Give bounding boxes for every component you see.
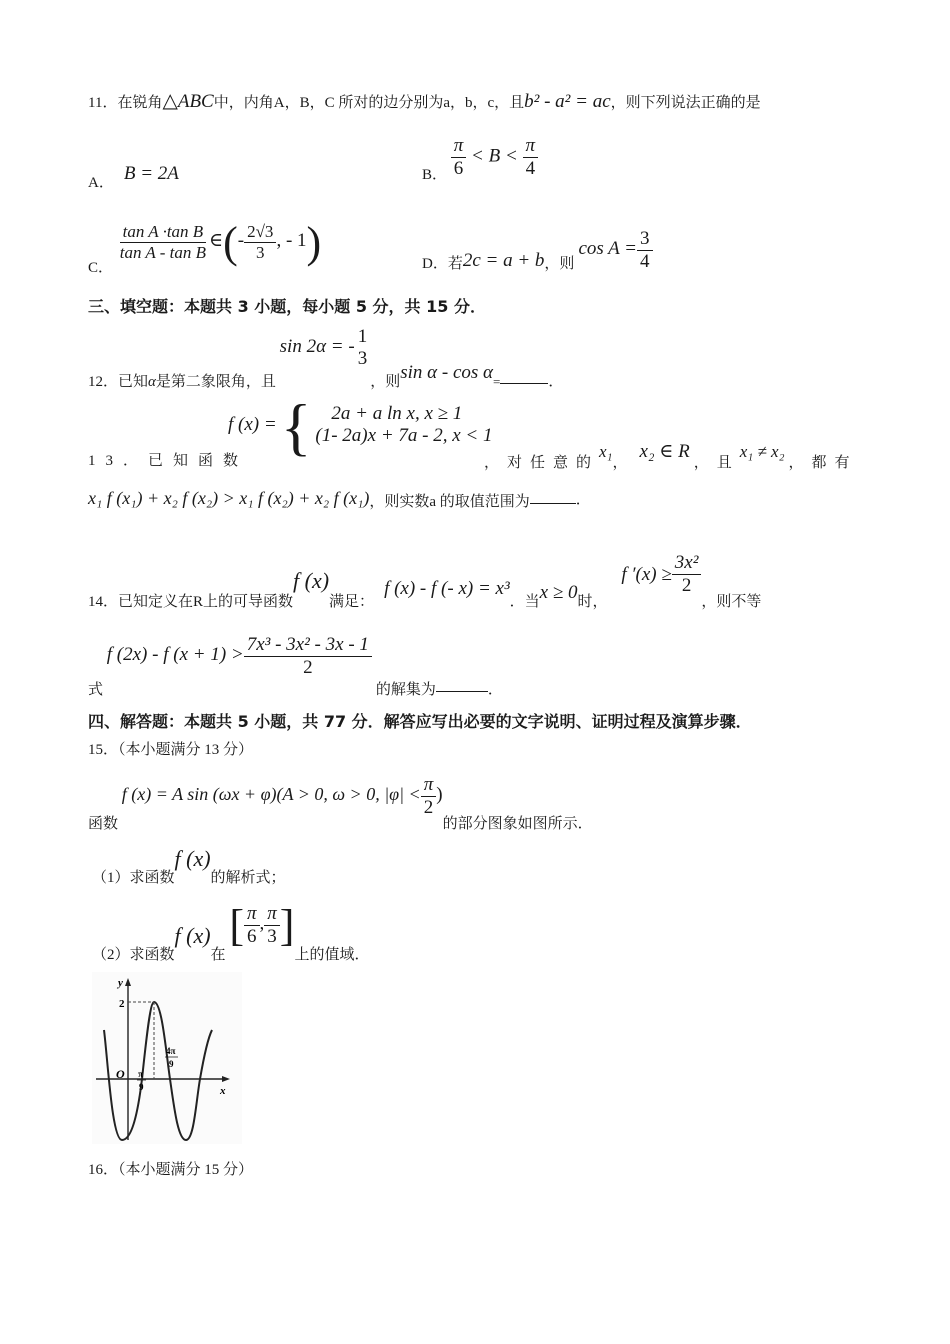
tick2-num: 4π xyxy=(166,1046,176,1056)
q14-answer-blank[interactable] xyxy=(436,690,488,692)
sine-graph xyxy=(92,972,242,1144)
q12: 12．已知α是第二象限角，且 sin 2α = - 1 3 ，则sin α - cos α= ． xyxy=(88,326,564,390)
q16-title: 16．（本小题满分 15 分） xyxy=(88,1162,254,1178)
q12-answer-blank[interactable] xyxy=(500,382,548,384)
y-label: y xyxy=(118,977,123,989)
section-3-heading: 三、填空题：本题共 3 小题，每小题 5 分，共 15 分． xyxy=(88,297,486,316)
q15-graph xyxy=(92,972,242,1144)
q11-option-a: A． B = 2A xyxy=(88,163,179,191)
q14-line1: 14．已知定义在R上的可导函数f (x)满足：f (x) - f (- x) = x³．当x ≥ 0时， f ′(x) ≥ $\frac{\text{3x²}}{2}$ ，则不等 xyxy=(88,552,762,611)
q13-answer-blank[interactable] xyxy=(530,502,576,504)
q11-option-c: C． $\frac{\text{tan A ·tan B}}{\text{tan A - tan B}}$ ∈(- $\frac{2√3}{3}$ , - 1) xyxy=(88,218,322,276)
q15-title: 15．（本小题满分 13 分） xyxy=(88,742,254,758)
q11-option-d: D．若2c = a + b，则cos A = $\frac{3}{4}$ xyxy=(422,228,653,274)
q15-part1: （1）求函数f (x)的解析式； xyxy=(92,846,286,886)
q11-condition: b² - a² = ac xyxy=(524,91,611,112)
q15-part2: （2）求函数f (x)在 [ $\frac{\pi}{6}$ , $\frac{\pi}{3}$ ]上的值域． xyxy=(92,901,370,963)
q13-conditions: ，对任意的x₁，x₂ ∈ R，且x₁ ≠ x₂，都有 xyxy=(484,441,858,471)
q11-option-b: B． $\frac{\pi}{6}$ < B < $\frac{\pi}{4}$ xyxy=(422,135,538,181)
q12-condition: sin 2α = - xyxy=(279,335,355,357)
q13-inequality: x₁ f (x₁) + x₂ f (x₂) > x₁ f (x₂) + x₂ f (x₁)，则实数a 的取值范围为 ． xyxy=(88,488,591,510)
section-4-heading: 四、解答题：本题共 5 小题，共 77 分．解答应写出必要的文字说明、证明过程及演算步骤． xyxy=(88,712,752,731)
peak-label: 2 xyxy=(119,998,125,1010)
y-axis-arrow xyxy=(125,978,131,986)
q13-piecewise: f (x) = { 2a + a ln x, x ≥ 1 (1- 2a)x + 7a - 2, x < 1 xyxy=(228,391,493,462)
q14-line2: 式 f (2x) - f (x + 1) > $\frac{\text{7x³ - 3x² - 3x - 1}}{2}$ 的解集为 ． xyxy=(88,634,503,699)
q11-stem: 11．在锐角△ABC中，内角A，B，C 所对的边分别为a，b，c，且b² - a² = ac，则下列说法正确的是 xyxy=(88,90,761,112)
tick1-num: π xyxy=(138,1069,143,1079)
tick2-den: 9 xyxy=(169,1059,174,1069)
origin-label: O xyxy=(116,1067,125,1081)
tick1-den: 9 xyxy=(139,1082,144,1092)
q13-prefix: 13．已知函数 xyxy=(88,453,249,469)
x-axis-arrow xyxy=(222,1076,230,1082)
x-label: x xyxy=(220,1085,226,1097)
q15-function: 函数 f (x) = A sin (ωx + φ)(A > 0, ω > 0, |φ| < $\frac{\pi}{2}$ )的部分图象如图所示． xyxy=(88,774,593,833)
